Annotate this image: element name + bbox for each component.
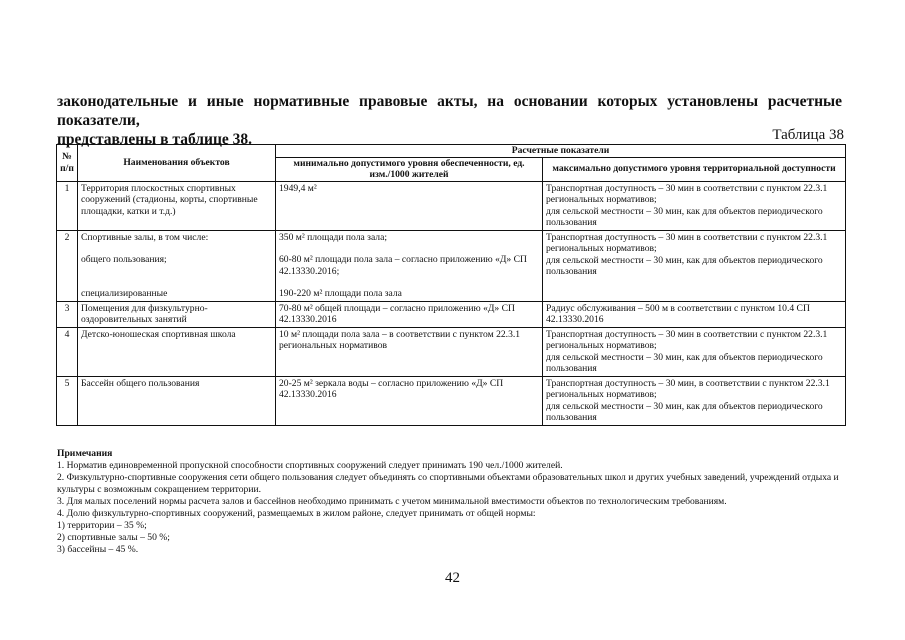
intro-line-1: законодательные и иные нормативные правовые акты, на основании которых установлены расчетные показатели, <box>57 93 842 129</box>
note-item: 2) спортивные залы – 50 %; <box>57 532 170 543</box>
table-row <box>57 376 846 425</box>
cell-line: для сельской местности – 30 мин, как для объектов периодического пользования <box>546 254 823 277</box>
header-row-1 <box>57 145 846 158</box>
cell-line: Транспортная доступность – 30 мин, в соответствии с пунктом 22.3.1 региональных нормативов; <box>546 377 830 400</box>
table-caption: Таблица 38 <box>772 127 844 143</box>
max-accessibility-cell <box>543 230 846 301</box>
object-name-cell <box>78 376 276 425</box>
object-name-cell <box>78 327 276 376</box>
min-provision-cell <box>276 301 543 327</box>
note-item: 1) территории – 35 %; <box>57 520 147 531</box>
row-number-cell: 2 <box>57 230 78 301</box>
cell-line: специализированные <box>81 287 168 299</box>
table-row <box>57 301 846 327</box>
object-name-cell <box>78 181 276 230</box>
min-provision-cell <box>276 181 543 230</box>
cell-line: Помещения для физкультурно-оздоровительных занятий <box>81 302 208 325</box>
cell-line: 1949,4 м² <box>279 182 317 194</box>
intro-line-2: представлены в таблице 38. <box>57 131 252 148</box>
intro-paragraph <box>57 92 842 149</box>
cell-line: для сельской местности – 30 мин, как для объектов периодического пользования <box>546 351 823 374</box>
max-accessibility-cell <box>543 181 846 230</box>
note-item: 4. Долю физкультурно-спортивных сооружений, размещаемых в жилом районе, следует принимать от общей нормы: <box>57 508 536 519</box>
object-name-cell <box>78 230 276 301</box>
cell-line: для сельской местности – 30 мин, как для объектов периодического пользования <box>546 400 823 423</box>
min-provision-cell <box>276 376 543 425</box>
notes-list <box>57 460 847 556</box>
header-name: Наименования объектов <box>78 145 276 182</box>
cell-line: 190-220 м² площади пола зала <box>279 288 402 299</box>
cell-line <box>279 277 539 288</box>
table-row <box>57 181 846 230</box>
table-row <box>57 230 846 301</box>
cell-line: Радиус обслуживания – 500 м в соответствии с пунктом 10.4 СП 42.13330.2016 <box>546 302 810 325</box>
cell-line: Транспортная доступность – 30 мин в соответствии с пунктом 22.3.1 региональных нормативов; <box>546 182 828 205</box>
cell-line: Транспортная доступность – 30 мин в соответствии с пунктом 22.3.1 региональных нормативов; <box>546 328 828 351</box>
cell-line <box>279 243 539 254</box>
object-name-cell <box>78 301 276 327</box>
notes-title: Примечания <box>57 448 113 459</box>
cell-line: 10 м² площади пола зала – в соответствии с пунктом 22.3.1 региональных нормативов <box>279 328 521 351</box>
note-item: 3) бассейны – 45 %. <box>57 544 139 555</box>
note-item: 2. Физкультурно-спортивные сооружения сети общего пользования следует объединять со спортивными объектами образовательных школ и других учебных заведений, учреждений отдыха и культуры с возможным сокращением территории. <box>57 472 839 495</box>
cell-line <box>81 277 272 288</box>
notes-section <box>57 448 847 556</box>
cell-line <box>81 243 272 254</box>
max-accessibility-cell <box>543 376 846 425</box>
cell-line: Спортивные залы, в том числе: <box>81 231 209 243</box>
table-row <box>57 327 846 376</box>
header-min: минимально допустимого уровня обеспеченности, ед. изм./1000 жителей <box>276 157 543 181</box>
note-item: 3. Для малых поселений нормы расчета залов и бассейнов необходимо принимать с учетом минимальной вместимости объектов по технологическим требованиям. <box>57 496 727 507</box>
cell-line: 20-25 м² зеркала воды – согласно приложению «Д» СП 42.13330.2016 <box>279 377 504 400</box>
cell-line: Детско-юношеская спортивная школа <box>81 328 236 340</box>
header-max: максимально допустимого уровня территориальной доступности <box>543 157 846 181</box>
max-accessibility-cell <box>543 301 846 327</box>
max-accessibility-cell <box>543 327 846 376</box>
min-provision-cell <box>276 327 543 376</box>
cell-line: Транспортная доступность – 30 мин в соответствии с пунктом 22.3.1 региональных нормативов; <box>546 231 828 254</box>
header-num: № п/п <box>57 145 78 182</box>
row-number-cell: 5 <box>57 376 78 425</box>
header-group: Расчетные показатели <box>276 145 846 158</box>
cell-line: 70-80 м² общей площади – согласно приложению «Д» СП 42.13330.2016 <box>279 302 515 325</box>
cell-line: 60-80 м² площади пола зала – согласно приложению «Д» СП 42.13330.2016; <box>279 254 527 277</box>
standards-table <box>56 144 846 426</box>
cell-line: для сельской местности – 30 мин, как для объектов периодического пользования <box>546 205 823 228</box>
cell-line <box>81 266 272 277</box>
row-number-cell: 1 <box>57 181 78 230</box>
cell-line: Бассейн общего пользования <box>81 377 200 389</box>
cell-line: 350 м² площади пола зала; <box>279 231 388 243</box>
row-number-cell: 3 <box>57 301 78 327</box>
min-provision-cell <box>276 230 543 301</box>
note-item: 1. Норматив единовременной пропускной способности спортивных сооружений следует принимать 190 чел./1000 жителей. <box>57 460 563 471</box>
cell-line: общего пользования; <box>81 254 167 265</box>
cell-line: Территория плоскостных спортивных сооружений (стадионы, корты, спортивные площадки, катки и т.д.) <box>81 182 258 217</box>
row-number-cell: 4 <box>57 327 78 376</box>
page-number: 42 <box>445 570 460 586</box>
